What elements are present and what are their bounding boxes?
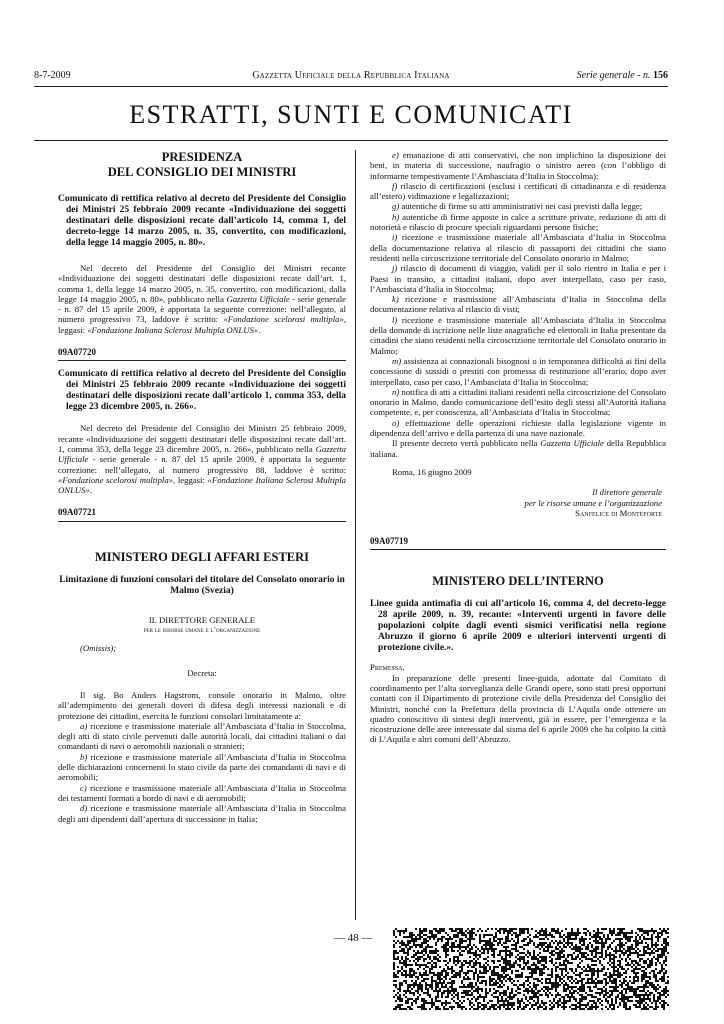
- item-text: emanazione di atti conservativi, che non implichino la disposizione dei beni, in materia di successione, naufragio o sinistro aereo (con l’obbligo di informarne tempestivamente l’Ambasciata d’Italia in Stoccolma);: [370, 150, 666, 181]
- item-text: ricezione e trasmissione materiale all’Ambasciata d’Italia in Stoccolma degli atti dipendenti dall’apertura di successione in Italia;: [58, 803, 346, 824]
- item-text: ricezione e trasmissione materiale all’Ambasciata d’Italia in Stoccolma della documentazione relativa al rilascio di passaporti dei cittadini che siano residenti nella circoscrizione territoriale del Consolato onorario in Malmo;: [370, 232, 666, 263]
- item-text: ricezione e trasmissione materiale all’Ambasciata d’Italia in Stoccolma, degli atti di stato civile pervenuti dalle autorità locali, dai cittadini italiani o dai comandanti di navi o aeromobili nazionali o stranieri;: [58, 720, 346, 752]
- page-header: [34, 70, 668, 84]
- communique-2-title: Comunicato di rettifica relativo al decreto del Presidente del Consiglio dei Ministri 25 febbraio 2009 recante «Individuazione dei soggetti destinatari delle disposizioni recate dall’articolo 1, comma 353, della legge 23 dicembre 2005, n. 266».: [58, 369, 346, 413]
- section-presidenza-line1: PRESIDENZA: [161, 150, 243, 164]
- item-label: n): [392, 386, 400, 397]
- item-label: o): [392, 417, 400, 428]
- publish-gazzetta: Gazzetta Ufficiale: [540, 438, 604, 449]
- place-date: Roma, 16 giugno 2009: [392, 466, 472, 477]
- item-text: autentiche di firme su atti amministrativi nei casi previsti dalla legge;: [399, 201, 643, 212]
- item-label: i): [392, 232, 398, 243]
- item-label: m): [392, 355, 402, 366]
- publish-text-b: della Repubblica italiana.: [370, 438, 666, 459]
- item-text: autentiche di firme apposte in calce a scritture private, redazione di atti di notorietà e rilascio di procure speciali riguardanti persone fisiche;: [370, 211, 666, 233]
- item-label: a): [80, 720, 88, 731]
- director-subtitle: per le risorse umane e l’organizzazione: [143, 625, 261, 635]
- section-interno-heading: MINISTERO DELL’INTERNO: [432, 574, 604, 589]
- section-affari-esteri-heading: MINISTERO DEGLI AFFARI ESTERI: [94, 549, 310, 564]
- communique-1-title: Comunicato di rettifica relativo al decreto del Presidente del Consiglio dei Ministri 25 febbraio 2009 recante «Individuazione dei soggetti destinatari delle disposizioni recate dall’articolo 14, comma 1, del decreto-legge 14 marzo 2005, n. 35, convertito, con modificazioni, della legge 14 maggio 2005, n. 80».: [58, 194, 346, 248]
- communique-1-end: .: [258, 324, 261, 335]
- communique-1-text-b: - serie generale - n. 87 del 15 aprile 2009, è apportata la seguente correzione: nell’allegato, al numero progressivo 73, laddove è scritto:: [58, 293, 346, 325]
- decreta: Decreta:: [187, 667, 217, 678]
- communique-2-wrong: «Fondazione scelorosi multipla»: [58, 474, 174, 485]
- header-rule: [34, 86, 668, 87]
- omissis-text: (Omissis);: [80, 643, 117, 654]
- decree-code: 09A07719: [370, 536, 408, 547]
- item-text: ricezione e trasmissione all’Ambasciata d’Italia in Stoccolma della documentazione relativa al rilascio di visti;: [370, 294, 666, 315]
- item-label: j): [392, 263, 398, 274]
- communique-2-text-c: , leggasi:: [173, 474, 208, 485]
- signature-line-2: per le risorse umane e l’organizzazione: [524, 497, 662, 508]
- decree-item-h: [370, 212, 666, 233]
- communique-1-correct: «Fondazione Italiana Sclerosi Multipla ONLUS»: [87, 324, 259, 335]
- item-label: f): [392, 180, 398, 191]
- communique-1-code: 09A07720: [58, 347, 96, 358]
- communique-2-code: 09A07721: [58, 507, 96, 518]
- item-label: g): [392, 201, 400, 212]
- decree-item-c: [58, 783, 346, 804]
- right-column: [370, 150, 666, 745]
- item-label: l): [392, 314, 398, 325]
- item-text: rilascio di certificazioni (esclusi i certificati di cittadinanza e di residenza all’estero) vidimazione e legalizzazioni;: [370, 180, 666, 202]
- communique-1-gazzetta: Gazzetta Ufficiale: [226, 293, 290, 304]
- item-text: ricezione e trasmissione materiale all’Ambasciata d’Italia in Stoccolma della domande di iscrizione nelle liste anagrafiche ed elettorali in Italia presentate da cittadini che siano residenti nella circoscrizione territoriale del Consolato onorario in Malmo;: [370, 314, 666, 356]
- main-title: ESTRATTI, SUNTI E COMUNICATI: [129, 100, 573, 129]
- decree-item-i: [370, 232, 666, 263]
- communique-1-body: [58, 263, 346, 335]
- decree-item-a: [58, 721, 346, 752]
- communique-1-text-a: Nel decreto del Presidente del Consiglio dei Ministri recante «Individuazione dei soggetti destinatari delle disposizioni recate dall’art. 1, comma 1, della legge 14 marzo 2005, n. 35, convertito, con modificazioni, dalla legge 14 maggio 2005, n. 80», pubblicato nella: [58, 263, 346, 304]
- header-issue-number: 156: [653, 70, 668, 81]
- item-text: rilascio di documenti di viaggio, validi per il solo rientro in Italia e per i Paesi in transito, a cittadini italiani, dopo aver interpellato, caso per caso, l’Ambasciata d’Italia in Stoccolma;: [370, 263, 666, 294]
- item-text: effettuazione delle operazioni richieste dalla legislazione vigente in dipendenza dell’arrivo e della partenza di una nave nazionale.: [370, 417, 666, 439]
- item-label: k): [392, 294, 399, 305]
- section-presidenza-heading: [58, 150, 346, 180]
- director-title: IL DIRETTORE GENERALE: [148, 614, 256, 625]
- item-text: ricezione e trasmissione materiale all’Ambasciata d’Italia in Stoccolma delle dichiarazioni concernenti lo stato civile da parte dei comandanti di navi e di aeromobili;: [58, 751, 346, 783]
- omissis: [58, 643, 346, 653]
- datamatrix-barcode: [393, 928, 669, 1010]
- decree-item-g: [370, 201, 666, 211]
- publish-text-a: Il presente decreto verrà pubblicato nella: [392, 438, 541, 449]
- item-label: c): [80, 782, 87, 793]
- title-rule: [34, 140, 668, 141]
- decree-item-b: [58, 752, 346, 783]
- decree-item-k: [370, 294, 666, 315]
- decree-item-m: [370, 356, 666, 387]
- signature-name: Sanfelice di Monteforte: [575, 507, 662, 518]
- decree-intro: Il sig. Bo Anders Hagstrom, console onorario in Malmo, oltre all’adempimento dei generali doveri di difesa degli interessi nazionali e di protezione dei cittadini, esercita le funzioni consolari limitatamente a:: [58, 689, 346, 721]
- item-label: e): [392, 150, 399, 160]
- item-text: assistenza ai connazionali bisognosi o in temporanea difficoltà ai fini della concessione di sussidi o prestiti con promessa di restituzione all’erario, dopo aver interpellato, caso per caso, l’Ambasciata d’Italia in Stoccolma;: [370, 355, 666, 387]
- header-date: 8-7-2009: [34, 70, 71, 81]
- left-column: [58, 150, 346, 824]
- communique-2-text-b: - serie generale - n. 87 del 15 aprile 2009, è apportata la seguente correzione: nell’allegato, al numero progressivo 88, laddove è scritto:: [58, 454, 346, 475]
- item-text: ricezione e trasmissione materiale all’Ambasciata d’Italia in Stoccolma dei testamenti formati a bordo di navi e di aeromobili;: [58, 782, 346, 803]
- signature-line-1: Il direttore generale: [592, 487, 662, 498]
- page-number: — 48 —: [334, 932, 373, 944]
- communique-1-text-c: , leggasi:: [58, 314, 346, 335]
- decree-item-n: [370, 387, 666, 418]
- header-series: [577, 70, 668, 81]
- decree-item-o: [370, 418, 666, 439]
- publication-note: [370, 438, 666, 459]
- item-text: notifica di atti a cittadini italiani residenti nella circoscrizione del Consolato onorario in Malmo, dando comunicazione dell’esito degli stessi all’Autorità italiana competente, e, per conoscenza, all’Ambasciata d’Italia in Stoccolma;: [370, 386, 666, 418]
- communique-1-wrong: «Fondazione scelorosi multipla»: [223, 314, 344, 325]
- communique-2-end: .: [89, 485, 93, 496]
- header-publication: Gazzetta Ufficiale della Repubblica Italiana: [252, 70, 450, 81]
- communique-2-text-a: Nel decreto del Presidente del Consiglio dei Ministri 25 febbraio 2009, recante «Individuazione dei soggetti destinatari delle disposizioni recate dall’art. 1, comma 353, della legge 23 dicembre 2005, n. 266», pubblicato nella: [58, 423, 346, 454]
- section-presidenza-line2: DEL CONSIGLIO DEI MINISTRI: [107, 165, 297, 179]
- premessa-heading: Premessa.: [370, 662, 405, 673]
- item-label: h): [392, 211, 400, 222]
- decree-item-l: [370, 315, 666, 356]
- decree-item-j: [370, 263, 666, 294]
- column-divider: [355, 150, 356, 920]
- item-label: d): [80, 803, 88, 814]
- decree-item-d: [58, 803, 346, 824]
- interno-title: Linee guida antimafia di cui all’articolo 16, comma 4, del decreto-legge 28 aprile 2009, n. 39, recante: «Interventi urgenti in favore delle popolazioni colpite dagli eventi sismici verificatisi nella regione Abruzzo il giorno 6 aprile 2009 e ulteriori interventi urgenti di protezione civile.».: [370, 599, 666, 654]
- communique-2-body: [58, 423, 346, 495]
- affari-esteri-subtitle: Limitazione di funzioni consolari del titolare del Consolato onorario in Malmo (Svezia): [59, 574, 345, 596]
- item-label: b): [80, 751, 88, 762]
- decree-item-e: [370, 150, 666, 181]
- decree-item-f: [370, 181, 666, 202]
- header-series-label: Serie generale - n.: [576, 70, 651, 81]
- premessa-text: In preparazione delle presenti linee-guida, adottate dal Comitato di coordinamento per l’alta sorveglianza delle Grandi opere, sono stati presi opportuni contatti con il Dipartimento di protezione civile della Presidenza del Consiglio dei Ministri, nonché con la Prefettura della provincia di L’Aquila onde ottenere un quadro conoscitivo di sintesi degli interventi, già in essere, per l’emergenza e la ricostruzione delle aree interessate dal sisma del 6 aprile 2009 che ha colpito la città di L’Aquila e altri comuni dell’Abruzzo.: [370, 672, 666, 745]
- communique-2-correct: «Fondazione Italiana Sclerosi Multipla ONLUS»: [58, 474, 346, 496]
- communique-2-gazzetta: Gazzetta Ufficiale: [58, 443, 346, 465]
